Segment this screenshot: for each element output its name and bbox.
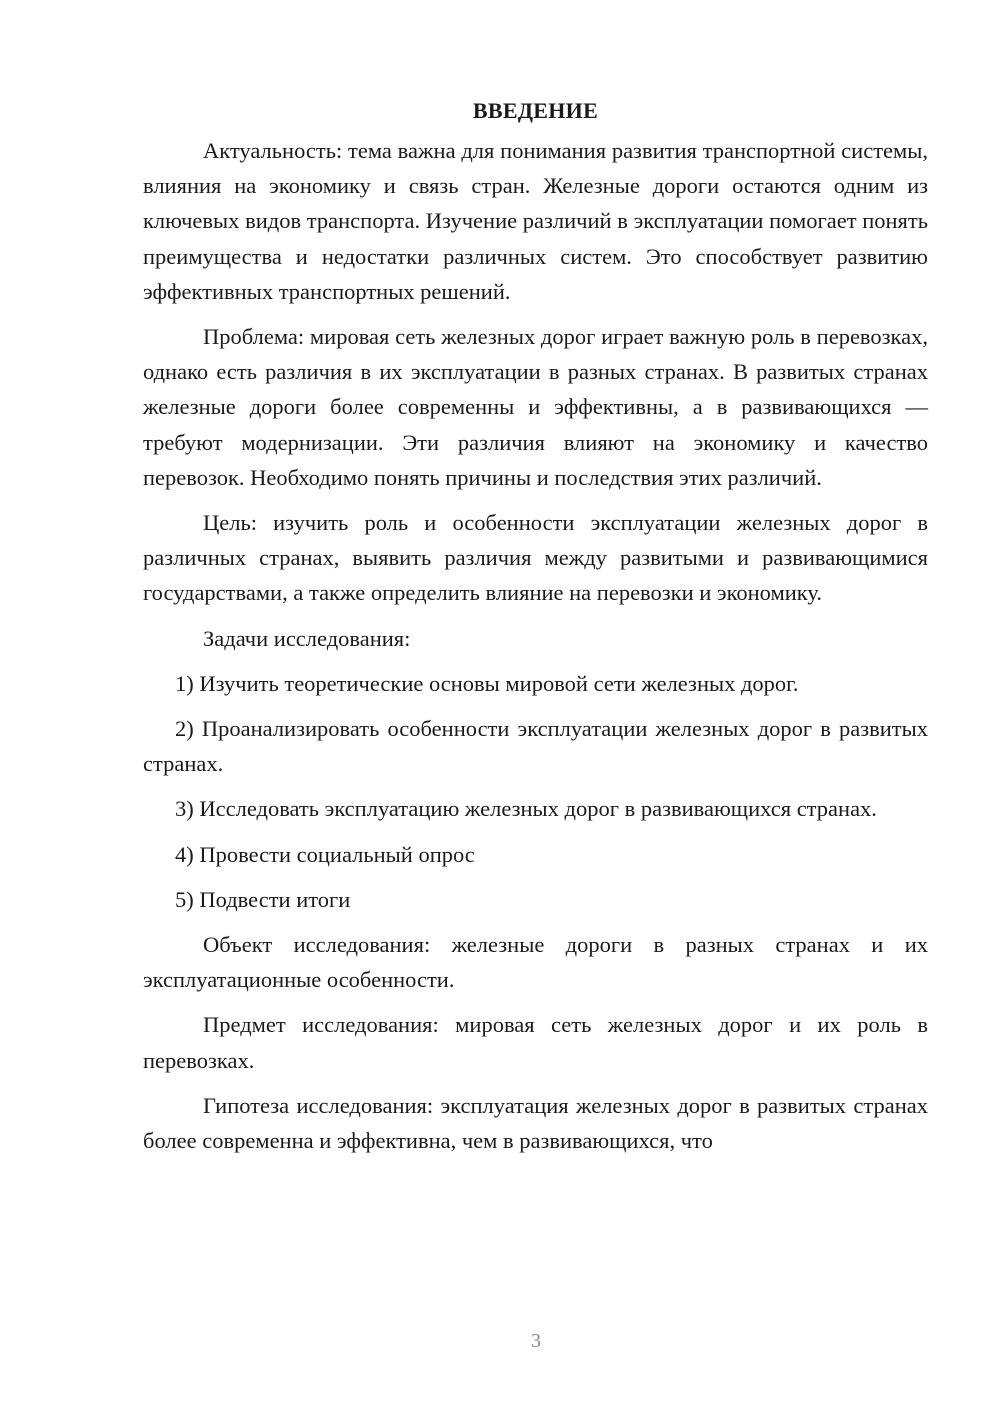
paragraph-actuality: Актуальность: тема важна для понимания развития транспортной системы, влияния на экономику и связь стран. Железные дороги остаются одним из ключевых видов транспорта. Изучение различий в эксплуатации помогает понять преимущества и недостатки различных систем. Это способствует развитию эффективных транспортных решений. <box>143 138 928 304</box>
paragraph-problem: Проблема: мировая сеть железных дорог играет важную роль в перевозках, однако есть различия в их эксплуатации в разных странах. В развитых странах железные дороги более современны и эффективны, а в развивающихся — требуют модернизации. Эти различия влияют на экономику и качество перевозок. Необходимо понять причины и последствия этих различий. <box>143 324 928 490</box>
document-page <box>143 93 928 1168</box>
paragraph-object: Объект исследования: железные дороги в разных странах и их эксплуатационные особенности. <box>143 932 928 993</box>
task-item-4: 4) Провести социальный опрос <box>175 841 475 867</box>
task-item-3: 3) Исследовать эксплуатацию железных дорог в развивающихся странах. <box>175 796 877 822</box>
paragraph-goal: Цель: изучить роль и особенности эксплуатации железных дорог в различных странах, выявить различия между развитыми и развивающимися государствами, а также определить влияние на перевозки и экономику. <box>143 510 928 606</box>
page-number: 3 <box>531 1330 541 1352</box>
paragraph-hypothesis: Гипотеза исследования: эксплуатация железных дорог в развитых странах более современна и эффективна, чем в развивающихся, что <box>143 1092 928 1154</box>
paragraph-subject: Предмет исследования: мировая сеть железных дорог и их роль в перевозках. <box>143 1012 928 1073</box>
task-item-1: 1) Изучить теоретические основы мировой сети железных дорог. <box>175 670 799 696</box>
paragraph-tasks-title: Задачи исследования: <box>203 625 411 651</box>
section-heading: ВВЕДЕНИЕ <box>472 98 599 123</box>
task-item-2: 2) Проанализировать особенности эксплуатации железных дорог в развитых странах. <box>143 716 928 777</box>
task-item-5: 5) Подвести итоги <box>175 886 351 912</box>
